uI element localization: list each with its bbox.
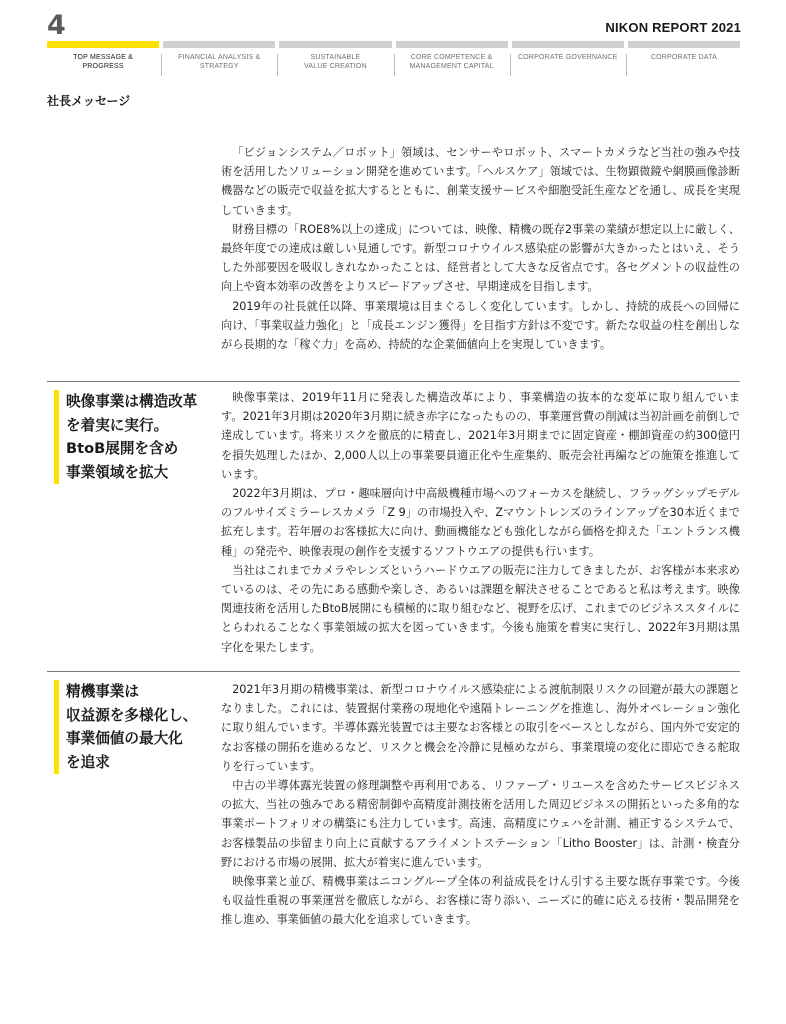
tab-divider [277, 54, 278, 76]
tab-divider [394, 54, 395, 76]
heading-line: を追求 [66, 753, 110, 771]
imaging-heading [54, 390, 216, 484]
heading-line: を着実に実行。 [66, 416, 169, 434]
tab-indicator [279, 41, 391, 48]
tab-indicator [628, 41, 740, 48]
section-divider [47, 381, 740, 382]
tab-sustainable-value[interactable] [279, 41, 391, 77]
tab-label: CORPORATE GOVERNANCE [517, 54, 618, 61]
page-number: 4 [47, 10, 66, 41]
precision-heading [54, 680, 216, 774]
tab-indicator [163, 41, 275, 48]
tab-label: TOP MESSAGE & PROGRESS [73, 54, 134, 70]
heading-line: 映像事業は構造改革 [66, 393, 198, 410]
tab-divider [161, 54, 162, 76]
imaging-text [221, 388, 740, 657]
tab-label: SUSTAINABLE VALUE CREATION [304, 54, 367, 70]
heading-line: BtoB展開を含め [66, 440, 179, 457]
tab-corporate-data[interactable] [628, 41, 740, 77]
tab-financial-analysis[interactable] [163, 41, 275, 77]
tab-divider [626, 54, 627, 76]
section-divider [47, 671, 740, 672]
intro-text [221, 143, 740, 354]
section-label: 社長メッセージ [47, 94, 131, 108]
heading-line: 事業領域を拡大 [66, 463, 169, 481]
tab-label: CORE COMPETENCE & MANAGEMENT CAPITAL [409, 54, 494, 70]
paragraph: 「ビジョンシステム／ロボット」領域は、センサーやロボット、スマートカメラなど当社の強みや技術を活用したソリューション開発を進めています。「ヘルスケア」領域では、生物顕微鏡や網膜画像診断機器などの販売で収益を拡大するとともに、創業支援サービスや細胞受託生産などを通し、成長を実現していきます。 [221, 146, 740, 217]
paragraph: 当社はこれまでカメラやレンズというハードウエアの販売に注力してきましたが、お客様が本来求めているのは、その先にある感動や楽しさ、あるいは課題を解決させることであると私は考えます。映像関連技術を活用したBtoB展開にも積極的に取り組むなど、視野を広げ、これまでのビジネススタイルにとらわれることなく事業領域の拡大を図っていきます。今後も施策を着実に実行し、2022年3月期は黒字化を果たします。 [221, 563, 740, 654]
tab-core-competence[interactable] [396, 41, 508, 77]
tab-corporate-governance[interactable] [512, 41, 624, 77]
tab-label: CORPORATE DATA [650, 54, 718, 61]
tab-indicator [512, 41, 624, 48]
heading-line: 精機事業は [66, 683, 139, 700]
paragraph: 2022年3月期は、プロ・趣味層向け中高級機種市場へのフォーカスを継続し、フラッグシップモデルのフルサイズミラーレスカメラ「Z 9」の市場投入や、Zマウントレンズのラインアップを30本近くまで拡充します。若年層のお客様拡大に向け、動画機能なども強化しながら価格を抑えた「エントランス機種」の発売や、映像表現の創作を支援するソフトウエアの提供も行います。 [221, 487, 740, 558]
paragraph: 2021年3月期の精機事業は、新型コロナウイルス感染症による渡航制限リスクの回避が最大の課題となりました。これには、装置据付業務の現地化や遠隔トレーニングを推進し、海外オペレーション強化に取り組んでいます。半導体露光装置では主要なお客様との取引をベースとしながら、国内外で安定的なお客様の開拓を進めるなど、リスクと機会を冷静に見極めながら、事業環境の変化に即応できる舵取りを行っています。 [221, 683, 740, 773]
paragraph: 中古の半導体露光装置の修理調整や再利用である、リファーブ・リユースを含めたサービスビジネスの拡大、当社の強みである精密制御や高精度計測技術を活用した周辺ビジネスの開拓といった多角的な事業ポートフォリオの構築にも注力しています。高速、高精度にウェハを計測、補正するシステムで、お客様製品の歩留まり向上に貢献するアライメントステーション「Litho Booster」は、計測・検査分野における市場の展開、拡大が着実に進んでいます。 [221, 779, 740, 869]
paragraph: 財務目標の「ROE8%以上の達成」については、映像、精機の既存2事業の業績が想定以上に厳しく、最終年度での達成は厳しい見通しです。新型コロナウイルス感染症の影響が大きかったとはいえ、そうした外部要因を吸収しきれなかったことは、経営者として大きな反省点です。各セグメントの収益性の向上や資本効率の改善をよりスピードアップさせ、早期達成を目指します。 [221, 222, 740, 294]
tab-top-message[interactable] [47, 41, 159, 77]
tab-indicator [47, 41, 159, 48]
paragraph: 映像事業は、2019年11月に発表した構造改革により、事業構造の抜本的な変革に取り組んでいます。2021年3月期は2020年3月期に続き赤字になったものの、事業運営費の削減は当初計画を前倒しで達成しています。将来リスクを徹底的に精査し、2021年3月期までに固定資産・棚卸資産の約300億円を損失処理したほか、2,000人以上の事業要員適正化や生産集約、販売会社再編などの施策を推進しています。 [221, 391, 740, 481]
precision-text [221, 680, 740, 930]
tab-divider [510, 54, 511, 76]
paragraph: 映像事業と並び、精機事業はニコングループ全体の利益成長をけん引する主要な既存事業です。今後も収益性重視の事業運営を徹底しながら、お客様に寄り添い、ニーズに的確に応える技術・製品開発を推し進め、事業価値の最大化を追求していきます。 [221, 875, 740, 927]
report-title: NIKON REPORT 2021 [605, 20, 741, 35]
heading-line: 事業価値の最大化 [66, 730, 183, 747]
section-nav [47, 41, 740, 77]
heading-line: 収益源を多様化し、 [66, 706, 198, 724]
tab-indicator [396, 41, 508, 48]
paragraph: 2019年の社長就任以降、事業環境は目まぐるしく変化しています。しかし、持続的成長への回帰に向け、「事業収益力強化」と「成長エンジン獲得」を目指す方針は不変です。新たな収益の柱を創出しながら長期的な「稼ぐ力」を高め、持続的な企業価値向上を実現していきます。 [221, 299, 740, 352]
tab-label: FINANCIAL ANALYSIS & STRATEGY [178, 54, 261, 70]
